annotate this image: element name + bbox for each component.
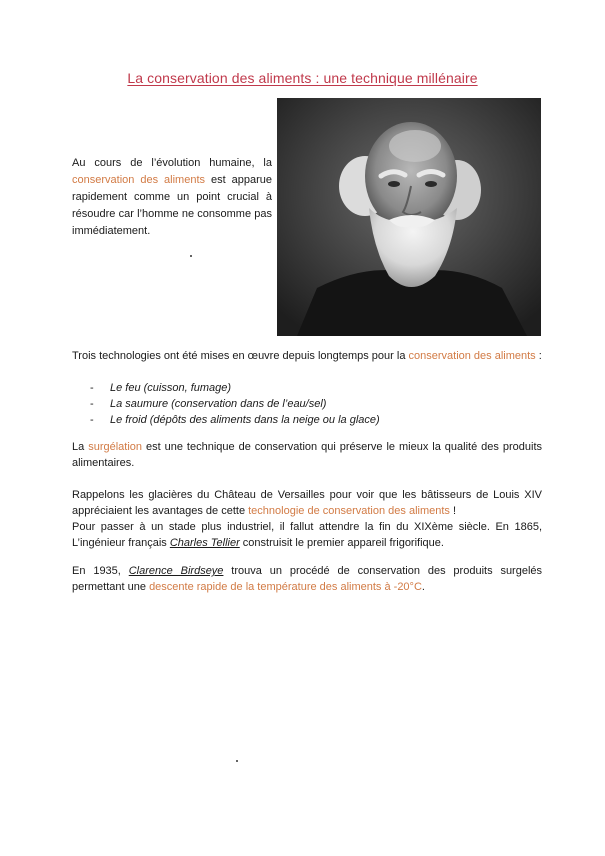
list-item: [90, 380, 380, 396]
versailles-text-2: !: [449, 505, 457, 517]
charles-tellier-name: Charles Tellier: [169, 537, 240, 549]
intro-text-2: est apparue rapidement comme un point crucial à résoudre car l’homme ne consomme pas immédiatement.: [72, 174, 272, 237]
surgelation-text-1: La: [72, 441, 89, 453]
birdseye-text-1: En 1935,: [72, 565, 129, 577]
page-title: La conservation des aliments : une technique millénaire: [127, 70, 478, 86]
versailles-text-4: construisit le premier appareil frigorifique.: [239, 537, 444, 549]
technologies-paragraph: [72, 348, 542, 364]
surgelation-highlight: surgélation: [88, 441, 143, 453]
list-dash: -: [90, 382, 94, 394]
list-item-text: Le froid (dépôts des aliments dans la neige ou la glace): [110, 414, 380, 426]
intro-highlight: conservation des aliments: [72, 174, 206, 186]
birdseye-text-3: .: [421, 581, 425, 593]
scan-speck: [190, 255, 192, 257]
birdseye-text-2: trouva un procédé de conservation des produits surgelés permettant une: [72, 565, 543, 593]
surgelation-paragraph: [72, 439, 542, 471]
surgelation-text-2: est une technique de conservation qui préserve le mieux la qualité des produits alimentaires.: [72, 441, 543, 469]
list-dash: -: [90, 414, 94, 426]
intro-paragraph: [72, 155, 272, 240]
versailles-text-1: Rappelons les glacières du Château de Versailles pour voir que les bâtisseurs de Louis XIV appréciaient les avantages de cette: [72, 489, 542, 517]
technologies-text-2: :: [535, 350, 542, 362]
versailles-paragraph: [72, 487, 542, 551]
versailles-text-3: Pour passer à un stade plus industriel, il fallut attendre la fin du XIXème siècle. En 1865, L’ingénieur français: [72, 521, 542, 549]
technologies-highlight: conservation des aliments: [408, 350, 536, 362]
versailles-highlight: technologie de conservation des aliments: [248, 505, 450, 517]
list-item-text: La saumure (conservation dans de l’eau/sel): [110, 398, 327, 410]
clarence-birdseye-name: Clarence Birdseye: [128, 565, 224, 577]
intro-text-1: Au cours de l’évolution humaine, la: [72, 157, 272, 169]
scan-speck: [236, 760, 238, 762]
birdseye-highlight: descente rapide de la température des aliments à -20°C: [149, 581, 422, 593]
list-item-text: Le feu (cuisson, fumage): [110, 382, 232, 394]
portrait-photo: [277, 98, 541, 336]
birdseye-paragraph: [72, 563, 542, 595]
list-item: [90, 396, 380, 412]
technologies-text-1: Trois technologies ont été mises en œuvre depuis longtemps pour la: [72, 350, 409, 362]
portrait-image: [277, 98, 541, 336]
list-item: [90, 412, 380, 428]
list-dash: -: [90, 398, 94, 410]
technologies-list: [90, 380, 380, 428]
